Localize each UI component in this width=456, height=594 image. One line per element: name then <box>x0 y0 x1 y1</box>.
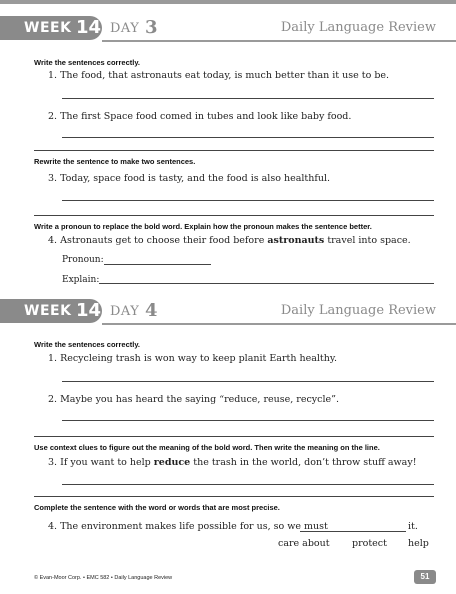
section-divider <box>34 496 434 497</box>
item-3 <box>48 457 417 468</box>
item-2: 2. The first Space food comed in tubes and look like baby food. <box>48 111 352 122</box>
item-2: 2. Maybe you has heard the saying “reduce, reuse, recycle”. <box>48 394 339 405</box>
item-1: 1. The food, that astronauts eat today, is much better than it use to be. <box>48 70 390 81</box>
choice-protect: protect <box>352 538 387 549</box>
header-rule <box>102 323 456 325</box>
answer-line[interactable] <box>62 137 434 138</box>
choice-help: help <box>408 538 429 549</box>
header-title: Daily Language Review <box>280 20 436 35</box>
week-number: 14 <box>76 300 102 321</box>
answer-line[interactable] <box>62 484 434 485</box>
item-3: 3. Today, space food is tasty, and the food is also healthful. <box>48 173 331 184</box>
item-3-text-end: the trash in the world, don’t throw stuff away! <box>190 457 417 468</box>
answer-line[interactable] <box>62 420 434 421</box>
pronoun-answer-line[interactable] <box>104 264 211 265</box>
item-4 <box>48 235 411 246</box>
instruction: Write the sentences correctly. <box>34 58 141 67</box>
top-border <box>0 0 456 4</box>
item-1: 1. Recycleing trash is won way to keep planit Earth healthy. <box>48 353 337 364</box>
item-4-end: it. <box>408 521 418 532</box>
week14-day3-header <box>0 12 456 44</box>
day-label: DAY <box>110 304 140 319</box>
instruction: Rewrite the sentence to make two sentences. <box>34 157 196 166</box>
instruction: Use context clues to figure out the meaning of the bold word. Then write the meaning on the line. <box>34 443 380 452</box>
day-number: 3 <box>145 17 158 38</box>
section-divider <box>34 436 434 437</box>
answer-line[interactable] <box>62 98 434 99</box>
week14-day4-header <box>0 295 456 327</box>
explain-label: Explain: <box>62 275 100 285</box>
day-number: 4 <box>145 300 158 321</box>
header-title: Daily Language Review <box>280 303 436 318</box>
day-label: DAY <box>110 21 140 36</box>
pronoun-label: Pronoun: <box>62 255 104 265</box>
fill-in-blank[interactable] <box>300 531 406 532</box>
item-4-text-end: travel into space. <box>324 235 411 246</box>
answer-line[interactable] <box>62 381 434 382</box>
page-number: 51 <box>414 570 436 584</box>
item-3-text: 3. If you want to help <box>48 457 154 468</box>
section-divider <box>34 215 434 216</box>
section-divider <box>34 150 434 151</box>
bold-word: reduce <box>153 457 191 468</box>
instruction: Complete the sentence with the word or words that are most precise. <box>34 503 280 512</box>
instruction: Write the sentences correctly. <box>34 340 141 349</box>
week-label: WEEK <box>24 303 72 319</box>
copyright-footer: © Evan-Moor Corp. • EMC 582 • Daily Language Review <box>34 575 173 581</box>
header-rule <box>102 40 456 42</box>
instruction: Write a pronoun to replace the bold word. Explain how the pronoun makes the sentence better. <box>34 222 372 231</box>
explain-answer-line[interactable] <box>99 283 434 284</box>
week-number: 14 <box>76 17 102 38</box>
item-4-text: 4. Astronauts get to choose their food before <box>48 235 268 246</box>
answer-line[interactable] <box>62 200 434 201</box>
bold-word: astronauts <box>267 235 325 246</box>
item-4: 4. The environment makes life possible for us, so we must <box>48 521 328 532</box>
choice-care-about: care about <box>278 538 330 549</box>
week-label: WEEK <box>24 20 72 36</box>
